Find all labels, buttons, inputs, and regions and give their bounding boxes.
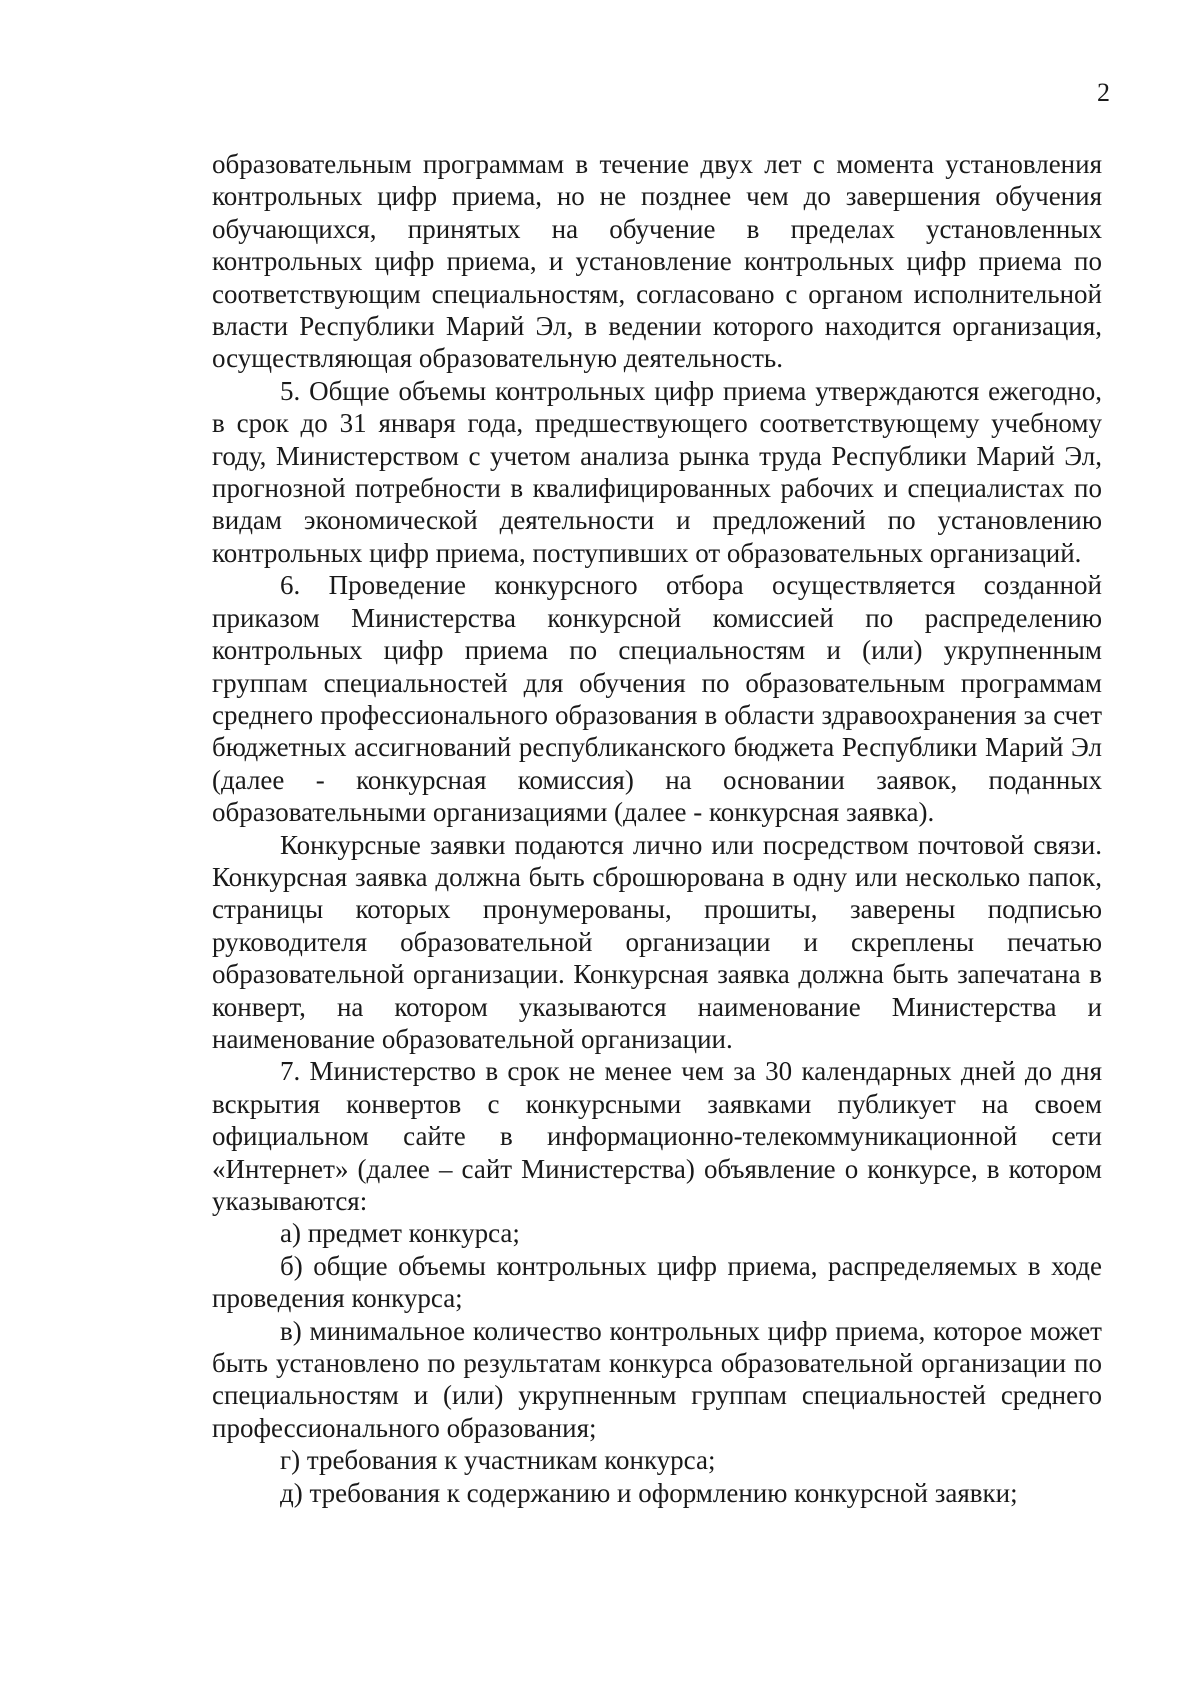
list-item-g: г) требования к участникам конкурса; <box>280 1445 716 1476</box>
page-number: 2 <box>1097 78 1110 107</box>
document-body <box>212 148 1102 1509</box>
paragraph-item-6: 6. Проведение конкурсного отбора осуществляется созданной приказом Министерства конкурсной комиссией по распределению контрольных цифр приема по специальностям и (или) укрупненным группам специальностей для обучения по образовательным программам среднего профессионального образования в области здравоохранения за счет бюджетных ассигнований республиканского бюджета Республики Марий Эл (далее - конкурсная комиссия) на основании заявок, поданных образовательными организациями (далее - конкурсная заявка). <box>212 570 1102 828</box>
paragraph-item-5: 5. Общие объемы контрольных цифр приема утверждаются ежегодно, в срок до 31 января года, предшествующего соответствующему учебному году, Министерством с учетом анализа рынка труда Республики Марий Эл, прогнозной потребности в квалифицированных рабочих и специалистах по видам экономической деятельности и предложений по установлению контрольных цифр приема, поступивших от образовательных организаций. <box>212 375 1102 568</box>
paragraph-item-7: 7. Министерство в срок не менее чем за 30 календарных дней до дня вскрытия конвертов с конкурсными заявками публикует на своем официальном сайте в информационно-телекоммуникационной сети «Интернет» (далее – сайт Министерства) объявление о конкурсе, в котором указываются: <box>212 1056 1102 1216</box>
list-item-b: б) общие объемы контрольных цифр приема, распределяемых в ходе проведения конкурса; <box>212 1250 1102 1314</box>
list-item-a: а) предмет конкурса; <box>280 1218 520 1249</box>
paragraph-continuation: образовательным программам в течение двух лет с момента установления контрольных цифр приема, но не позднее чем до завершения обучения обучающихся, принятых на обучение в пределах установленных контрольных цифр приема, и установление контрольных цифр приема по соответствующим специальностям, согласовано с органом исполнительной власти Республики Марий Эл, в ведении которого находится организация, осуществляющая образовательную деятельность. <box>212 149 1102 374</box>
list-item-d: д) требования к содержанию и оформлению конкурсной заявки; <box>280 1477 1018 1508</box>
list-item-v: в) минимальное количество контрольных цифр приема, которое может быть установлено по результатам конкурса образовательной организации по специальностям и (или) укрупненным группам специальностей среднего профессионального образования; <box>212 1315 1102 1443</box>
paragraph-applications: Конкурсные заявки подаются лично или посредством почтовой связи. Конкурсная заявка должна быть сброшюрована в одну или несколько папок, страницы которых пронумерованы, прошиты, заверены подписью руководителя образовательной организации и скреплены печатью образовательной организации. Конкурсная заявка должна быть запечатана в конверт, на котором указываются наименование Министерства и наименование образовательной организации. <box>212 829 1102 1054</box>
